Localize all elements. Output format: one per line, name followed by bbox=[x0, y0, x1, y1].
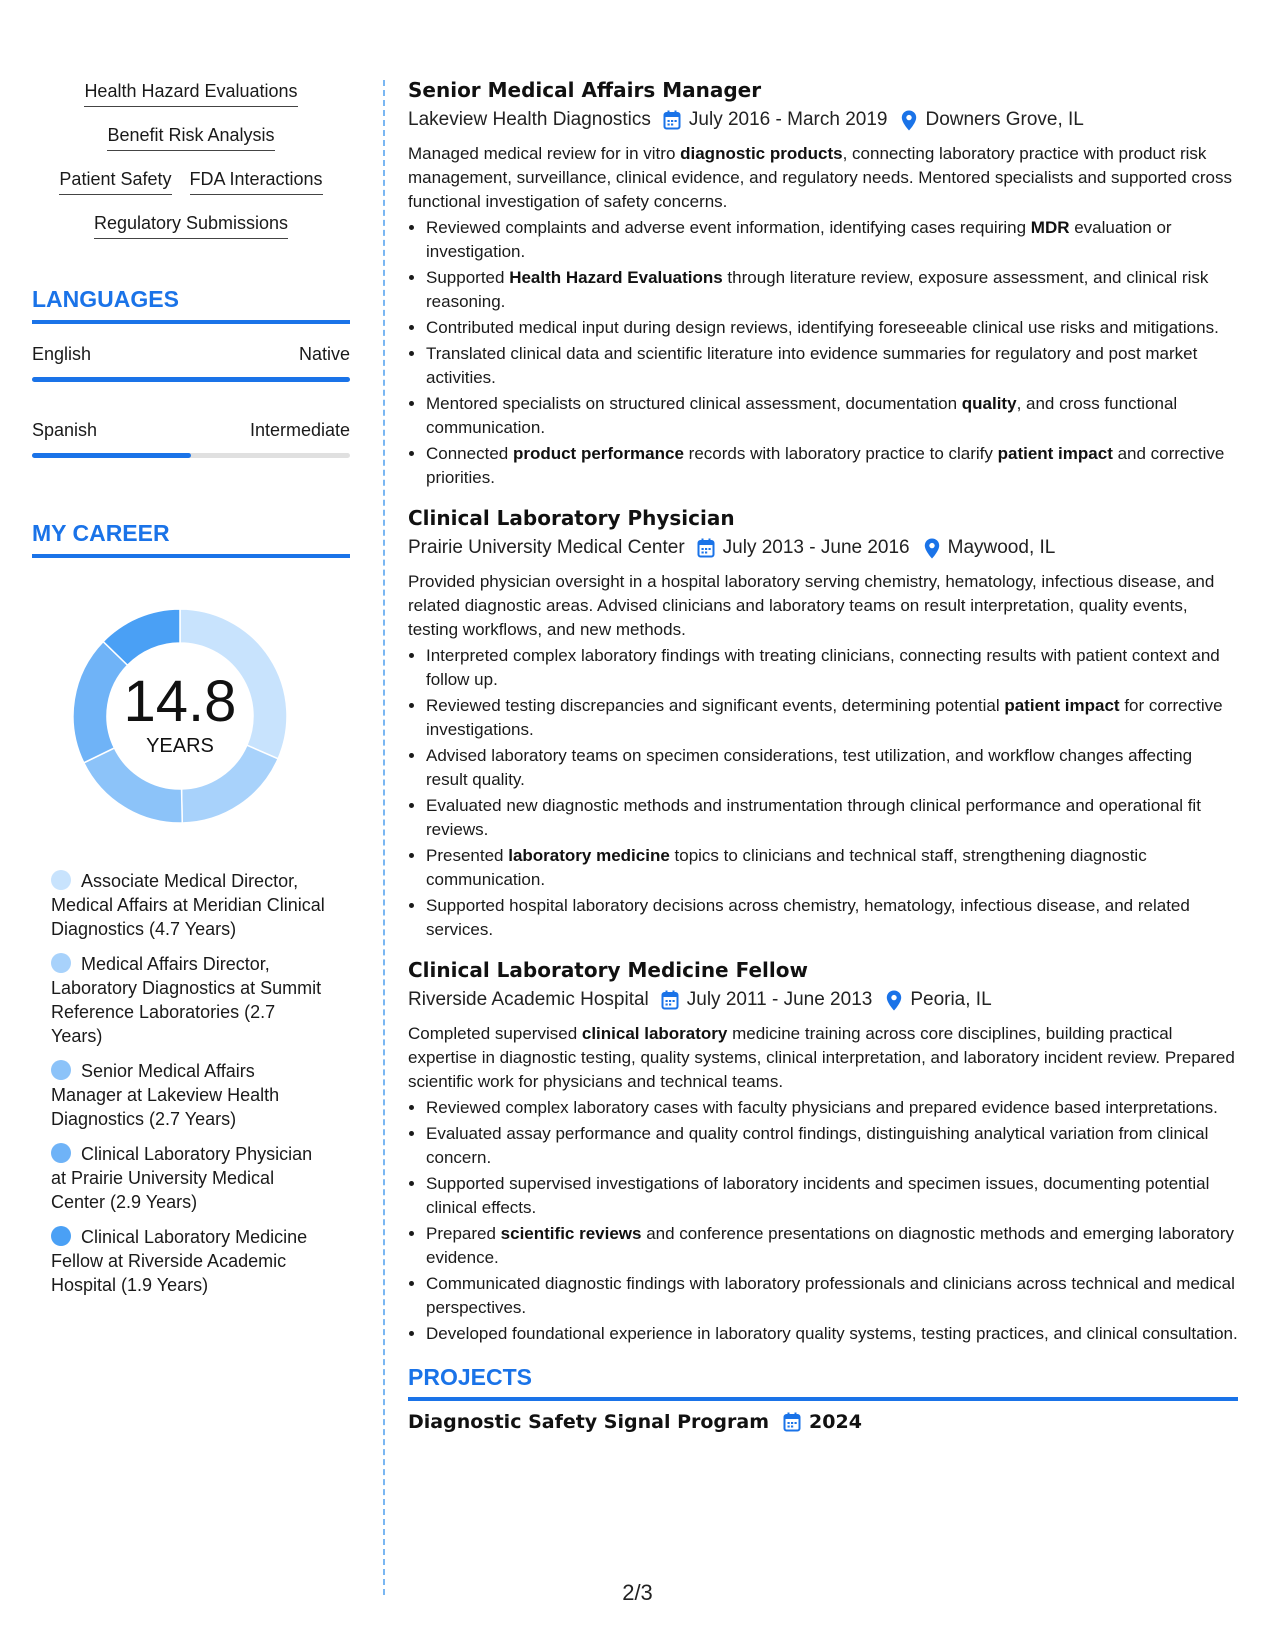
career-legend-item bbox=[51, 1225, 326, 1297]
job-description: Provided physician oversight in a hospital laboratory serving chemistry, hematology, infectious disease, and related diagnostic areas. Advised clinicians and laboratory teams on result interpretation, quality events, testing workflows, and new methods. bbox=[408, 572, 1215, 639]
job-meta bbox=[408, 106, 1238, 134]
skill-tag: Patient Safety bbox=[59, 168, 171, 195]
job-bullet: • Connected product performance records with laboratory practice to clarify patient impact and corrective priorities. bbox=[426, 442, 1238, 490]
skill-tag: FDA Interactions bbox=[190, 168, 323, 195]
career-legend-label: Clinical Laboratory Physician at Prairie University Medical Center (2.9 Years) bbox=[51, 1144, 313, 1212]
company-name: Lakeview Health Diagnostics bbox=[408, 109, 651, 130]
project-year: 2024 bbox=[809, 1411, 862, 1433]
job-location: Peoria, IL bbox=[910, 989, 992, 1010]
calendar-icon bbox=[661, 990, 679, 1010]
donut-slice bbox=[84, 748, 182, 823]
job-location: Maywood, IL bbox=[947, 537, 1056, 558]
job-title: Clinical Laboratory Physician bbox=[408, 506, 735, 530]
skill-row bbox=[32, 80, 350, 107]
job-location: Downers Grove, IL bbox=[925, 109, 1084, 130]
job-bullet: • Reviewed complaints and adverse event information, identifying cases requiring MDR evaluation or investigation. bbox=[426, 216, 1238, 264]
project-item bbox=[408, 1411, 1238, 1433]
calendar-icon bbox=[697, 538, 715, 558]
skill-tag: Health Hazard Evaluations bbox=[84, 80, 297, 107]
job-dates: July 2016 - March 2019 bbox=[688, 109, 888, 130]
job-bullet: • Communicated diagnostic findings with laboratory professionals and clinicians across technical and medical perspectives. bbox=[426, 1272, 1238, 1320]
column-divider bbox=[383, 80, 385, 1595]
job-entry bbox=[408, 956, 1238, 1346]
languages-heading: LANGUAGES bbox=[32, 286, 350, 324]
legend-dot-icon bbox=[51, 1060, 71, 1080]
career-legend-item bbox=[51, 1142, 326, 1214]
page-number: 2/3 bbox=[622, 1580, 653, 1605]
career-legend-label: Medical Affairs Director, Laboratory Diagnostics at Summit Reference Laboratories (2.7 Years) bbox=[51, 954, 322, 1046]
career-legend-label: Clinical Laboratory Medicine Fellow at Riverside Academic Hospital (1.9 Years) bbox=[51, 1227, 308, 1295]
job-title: Senior Medical Affairs Manager bbox=[408, 78, 762, 102]
skill-tag: Regulatory Submissions bbox=[94, 212, 288, 239]
language-bar bbox=[32, 453, 350, 458]
job-dates: July 2013 - June 2016 bbox=[722, 537, 910, 558]
job-bullet: • Mentored specialists on structured clinical assessment, documentation quality, and cross functional communication. bbox=[426, 392, 1238, 440]
language-level: Intermediate bbox=[249, 420, 350, 440]
career-legend-item bbox=[51, 1059, 326, 1131]
language-bar bbox=[32, 377, 350, 382]
language-bar-fill bbox=[32, 377, 350, 382]
job-bullet: • Contributed medical input during design reviews, identifying foreseeable clinical use risks and mitigations. bbox=[426, 316, 1238, 340]
legend-dot-icon bbox=[51, 1226, 71, 1246]
calendar-icon bbox=[663, 110, 681, 130]
sidebar bbox=[32, 80, 350, 1308]
career-donut-chart bbox=[65, 601, 295, 831]
job-bullet: • Advised laboratory teams on specimen considerations, test utilization, and workflow changes affecting result quality. bbox=[426, 744, 1238, 792]
project-name: Diagnostic Safety Signal Program bbox=[408, 1411, 770, 1433]
job-title: Clinical Laboratory Medicine Fellow bbox=[408, 958, 808, 982]
legend-dot-icon bbox=[51, 1143, 71, 1163]
projects-heading: PROJECTS bbox=[408, 1364, 1238, 1401]
job-bullets bbox=[408, 216, 1238, 490]
map-pin-icon bbox=[901, 110, 917, 131]
job-meta bbox=[408, 534, 1238, 562]
job-bullet: • Supported supervised investigations of laboratory incidents and specimen issues, documenting potential clinical effects. bbox=[426, 1172, 1238, 1220]
career-legend bbox=[51, 869, 326, 1297]
language-name: Spanish bbox=[32, 420, 98, 440]
job-bullet: • Presented laboratory medicine topics to clinicians and technical staff, strengthening diagnostic communication. bbox=[426, 844, 1238, 892]
career-total-years: 14.8 bbox=[123, 669, 237, 734]
map-pin-icon bbox=[886, 990, 902, 1011]
job-bullet: • Translated clinical data and scientific literature into evidence summaries for regulatory and post market activities. bbox=[426, 342, 1238, 390]
job-bullet: • Reviewed testing discrepancies and significant events, determining potential patient impact for corrective investigations. bbox=[426, 694, 1238, 742]
job-description: Completed supervised clinical laboratory medicine training across core disciplines, building practical expertise in diagnostic testing, quality systems, clinical interpretation, and laboratory incident review. Prepared scientific work for physicians and technical teams. bbox=[408, 1024, 1235, 1091]
job-entry bbox=[408, 504, 1238, 942]
map-pin-icon bbox=[924, 538, 940, 559]
job-bullet: • Supported hospital laboratory decisions across chemistry, hematology, infectious disease, and related services. bbox=[426, 894, 1238, 942]
career-heading: MY CAREER bbox=[32, 520, 350, 558]
skill-row bbox=[32, 212, 350, 239]
language-name: English bbox=[32, 344, 92, 364]
job-bullet: • Supported Health Hazard Evaluations through literature review, exposure assessment, and clinical risk reasoning. bbox=[426, 266, 1238, 314]
experience-section bbox=[408, 76, 1238, 1346]
skill-row bbox=[32, 124, 350, 151]
job-bullet: • Evaluated new diagnostic methods and instrumentation through clinical performance and operational fit reviews. bbox=[426, 794, 1238, 842]
company-name: Riverside Academic Hospital bbox=[408, 989, 649, 1010]
language-bar-fill bbox=[32, 453, 191, 458]
job-description: Managed medical review for in vitro diagnostic products, connecting laboratory practice with product risk management, surveillance, clinical evidence, and regulatory needs. Mentored specialists and supported cross functional investigation of safety concerns. bbox=[408, 144, 1233, 211]
language-item bbox=[32, 344, 350, 382]
skill-tag: Benefit Risk Analysis bbox=[107, 124, 274, 151]
job-meta bbox=[408, 986, 1238, 1014]
job-bullet: • Reviewed complex laboratory cases with faculty physicians and prepared evidence based interpretations. bbox=[426, 1096, 1238, 1120]
career-legend-label: Senior Medical Affairs Manager at Lakeview Health Diagnostics (2.7 Years) bbox=[51, 1061, 280, 1129]
job-bullet: • Developed foundational experience in laboratory quality systems, testing practices, and clinical consultation. bbox=[426, 1322, 1238, 1346]
skills-section bbox=[32, 80, 350, 239]
job-bullet: • Evaluated assay performance and quality control findings, distinguishing analytical variation from clinical concern. bbox=[426, 1122, 1238, 1170]
job-bullet: • Prepared scientific reviews and conference presentations on diagnostic methods and emerging laboratory evidence. bbox=[426, 1222, 1238, 1270]
job-bullets bbox=[408, 644, 1238, 942]
company-name: Prairie University Medical Center bbox=[408, 537, 685, 558]
language-item bbox=[32, 420, 350, 458]
legend-dot-icon bbox=[51, 953, 71, 973]
career-legend-label: Associate Medical Director, Medical Affairs at Meridian Clinical Diagnostics (4.7 Years) bbox=[51, 871, 325, 939]
career-total-unit: YEARS bbox=[146, 735, 214, 757]
job-bullet: • Interpreted complex laboratory findings with treating clinicians, connecting results with patient context and follow up. bbox=[426, 644, 1238, 692]
language-level: Native bbox=[298, 344, 350, 364]
job-bullets bbox=[408, 1096, 1238, 1346]
skill-row bbox=[32, 168, 350, 195]
career-legend-item bbox=[51, 952, 326, 1048]
calendar-icon bbox=[783, 1412, 801, 1432]
legend-dot-icon bbox=[51, 870, 71, 890]
career-legend-item bbox=[51, 869, 326, 941]
job-entry bbox=[408, 76, 1238, 490]
main-content bbox=[408, 76, 1238, 1433]
job-dates: July 2011 - June 2013 bbox=[686, 989, 873, 1010]
